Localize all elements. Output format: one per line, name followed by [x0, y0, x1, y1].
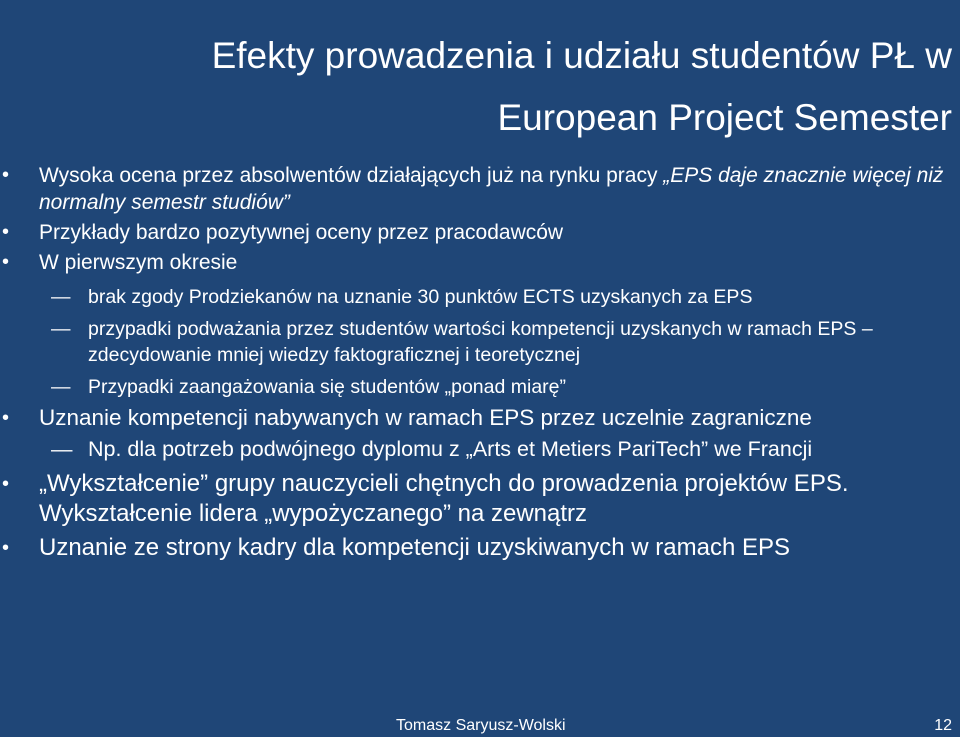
bullet-text: Wysoka ocena przez absolwentów działających już na rynku pracy [39, 164, 664, 187]
slide-number: 12 [934, 717, 952, 734]
sub-bullet-item [0, 284, 950, 310]
slide-title-line-2: European Project Semester [497, 96, 952, 138]
bullet-icon: • [2, 473, 10, 495]
bullet-icon: • [2, 251, 10, 273]
slide-body [0, 162, 950, 566]
bullet-icon: • [2, 407, 10, 429]
bullet-item [0, 533, 950, 563]
bullet-quote: „EPS daje znacznie więcej niż normalny semestr studiów” [39, 164, 944, 214]
sub-bullet-text: przypadki podważania przez studentów wartości kompetencji uzyskanych w ramach EPS – zdecydowanie mniej wiedzy faktograficznej i teoretycznej [88, 318, 873, 366]
sub-bullet-text: Np. dla potrzeb podwójnego dyplomu z „Arts et Metiers PariTech” we Francji [88, 437, 813, 461]
bullet-icon: • [2, 537, 10, 559]
sub-bullet-text: brak zgody Prodziekanów na uznanie 30 punktów ECTS uzyskanych za EPS [88, 286, 753, 308]
bullet-text: Uznanie kompetencji nabywanych w ramach EPS przez uczelnie zagraniczne [39, 405, 812, 430]
bullet-text: W pierwszym okresie [39, 251, 238, 274]
dash-icon: — [51, 437, 73, 461]
bullet-item [0, 249, 950, 276]
sub-bullet-item [0, 374, 950, 400]
bullet-text: „Wykształcenie” grupy nauczycieli chętnych do prowadzenia projektów EPS. Wykształcenie lidera „wypożyczanego” na zewnątrz [39, 470, 849, 527]
bullet-text: Przykłady bardzo pozytywnej oceny przez pracodawców [39, 221, 564, 244]
bullet-item [0, 404, 950, 432]
bullet-item [0, 469, 950, 529]
sub-bullet-item [0, 316, 950, 368]
sub-bullet-item [0, 435, 950, 463]
bullet-icon: • [2, 221, 10, 243]
bullet-item [0, 219, 950, 246]
dash-icon: — [51, 376, 71, 398]
sub-bullet-text: Przypadki zaangażowania się studentów „ponad miarę” [88, 376, 567, 398]
bullet-item [0, 162, 950, 216]
slide-title-line-1: Efekty prowadzenia i udziału studentów PŁ w [211, 34, 952, 76]
dash-icon: — [51, 286, 71, 308]
footer-author: Tomasz Saryusz-Wolski [396, 717, 566, 734]
slide-title [32, 25, 952, 149]
dash-icon: — [51, 318, 71, 340]
bullet-text: Uznanie ze strony kadry dla kompetencji uzyskiwanych w ramach EPS [39, 534, 790, 561]
bullet-icon: • [2, 164, 10, 186]
